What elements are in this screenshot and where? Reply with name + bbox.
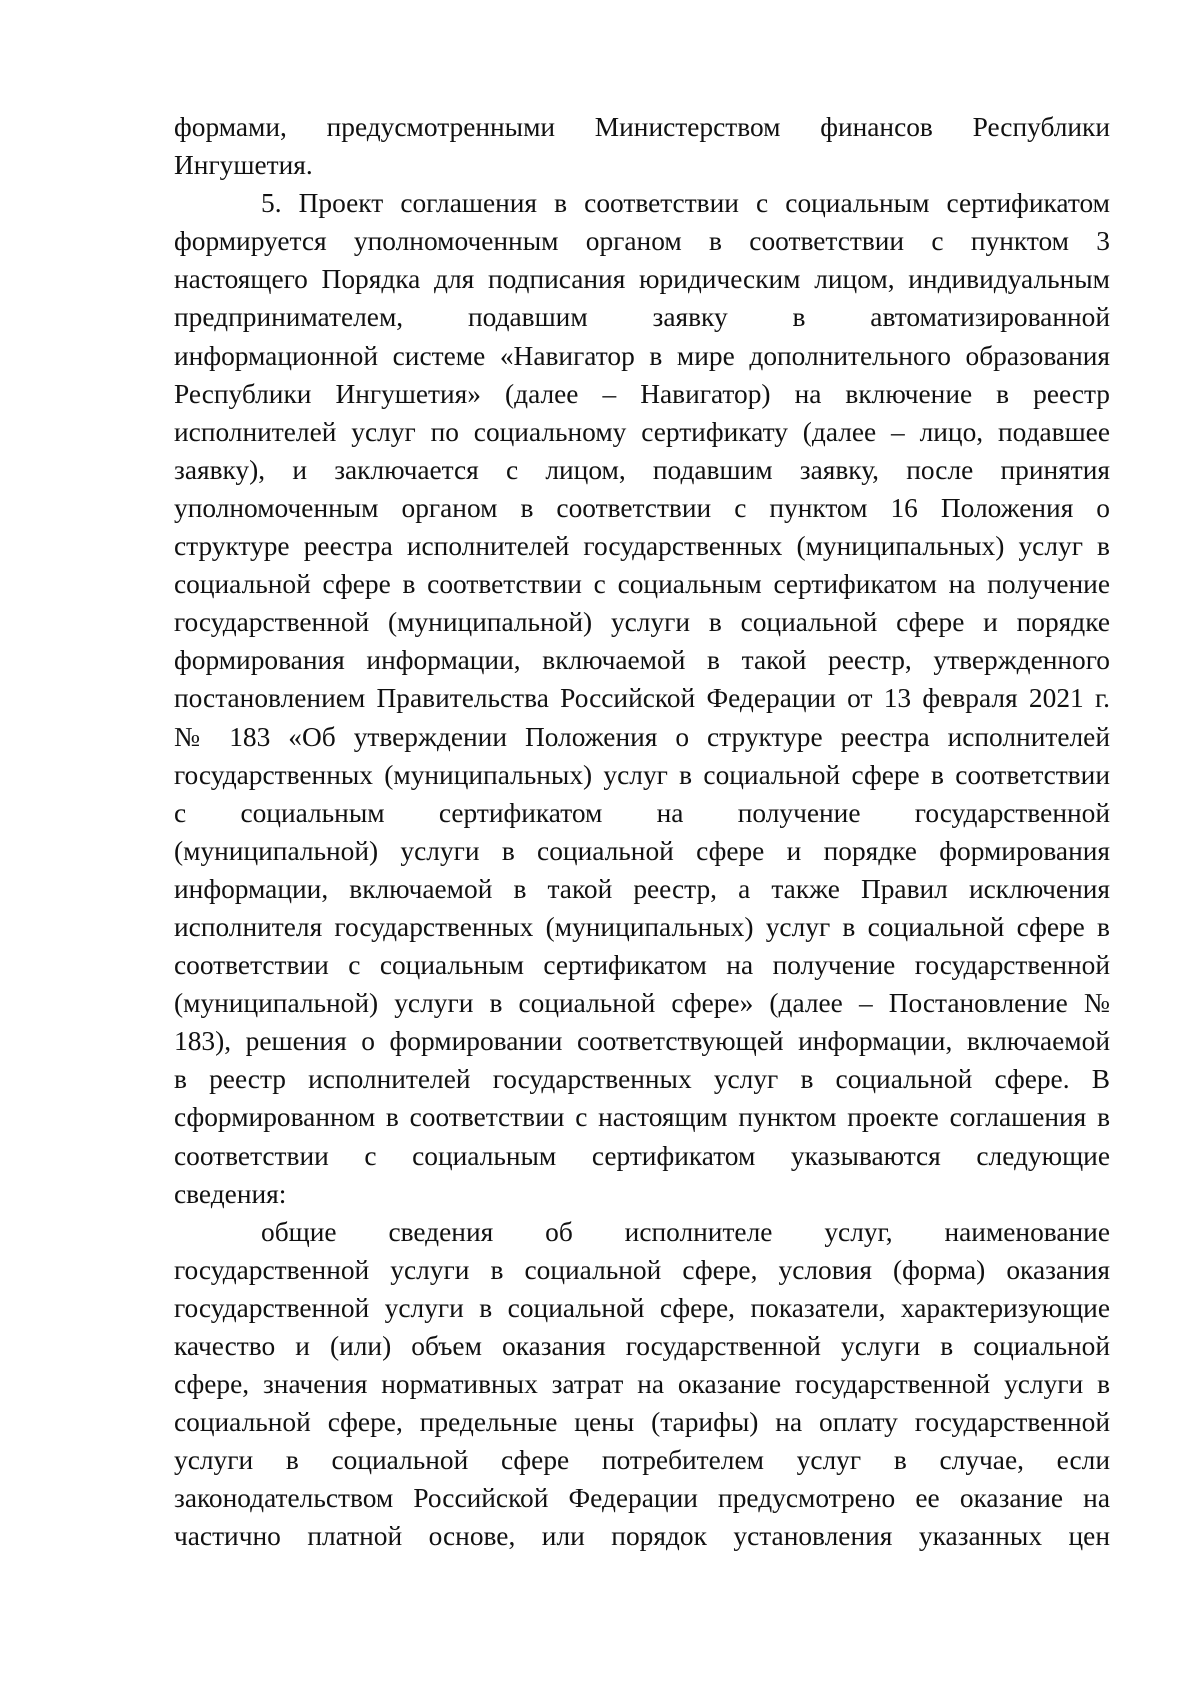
text-line: 183), решения о формировании соответствующей информации, включаемой xyxy=(174,1026,1110,1057)
text-line: настоящего Порядка для подписания юридическим лицом, индивидуальным xyxy=(174,264,1110,295)
text-line: сведения: xyxy=(174,1178,287,1209)
text-line: сфере, значения нормативных затрат на оказание государственной услуги в xyxy=(174,1369,1110,1400)
text-line: (муниципальной) услуги в социальной сфере» (далее – Постановление № xyxy=(174,988,1110,1019)
text-line: качество и (или) объем оказания государственной услуги в социальной xyxy=(174,1331,1110,1361)
text-line: предпринимателем, подавшим заявку в автоматизированной xyxy=(174,302,1110,333)
text-line: соответствии с социальным сертификатом на получение государственной xyxy=(174,950,1110,981)
text-line: социальной сфере, предельные цены (тарифы) на оплату государственной xyxy=(174,1407,1110,1438)
text-line: сформированном в соответствии с настоящим пунктом проекте соглашения в xyxy=(174,1102,1110,1133)
text-line: формируется уполномоченным органом в соответствии с пунктом 3 xyxy=(174,226,1110,257)
text-line: № 183 «Об утверждении Положения о структуре реестра исполнителей xyxy=(174,721,1110,752)
document-body xyxy=(174,108,1110,1556)
text-line: государственной услуги в социальной сфере, показатели, характеризующие xyxy=(174,1292,1110,1323)
text-line: 5. Проект соглашения в соответствии с социальным сертификатом xyxy=(261,188,1110,219)
text-line: в реестр исполнителей государственных услуг в социальной сфере. В xyxy=(174,1064,1110,1095)
text-line: формами, предусмотренными Министерством финансов Республики xyxy=(174,112,1110,142)
text-line: информации, включаемой в такой реестр, а также Правил исключения xyxy=(174,873,1110,904)
text-line: Ингушетия. xyxy=(174,150,313,181)
text-line: общие сведения об исполнителе услуг, наименование xyxy=(261,1216,1110,1247)
text-line: законодательством Российской Федерации предусмотрено ее оказание на xyxy=(174,1483,1110,1514)
text-line: государственных (муниципальных) услуг в социальной сфере в соответствии xyxy=(174,759,1110,790)
text-line: частично платной основе, или порядок установления указанных цен xyxy=(174,1521,1110,1552)
text-line: Республики Ингушетия» (далее – Навигатор) на включение в реестр xyxy=(174,378,1110,409)
text-line: формирования информации, включаемой в такой реестр, утвержденного xyxy=(174,645,1110,676)
text-line: социальной сфере в соответствии с социальным сертификатом на получение xyxy=(174,569,1110,600)
text-line: государственной (муниципальной) услуги в социальной сфере и порядке xyxy=(174,607,1110,638)
text-line: услуги в социальной сфере потребителем услуг в случае, если xyxy=(174,1445,1110,1476)
text-line: структуре реестра исполнителей государственных (муниципальных) услуг в xyxy=(174,531,1110,562)
text-line: исполнителей услуг по социальному сертификату (далее – лицо, подавшее xyxy=(174,416,1110,447)
text-line: с социальным сертификатом на получение государственной xyxy=(174,797,1110,828)
text-line: соответствии с социальным сертификатом указываются следующие xyxy=(174,1140,1110,1171)
text-line: заявку), и заключается с лицом, подавшим заявку, после принятия xyxy=(174,454,1110,485)
text-line: уполномоченным органом в соответствии с пунктом 16 Положения о xyxy=(174,492,1110,523)
text-line: исполнителя государственных (муниципальных) услуг в социальной сфере в xyxy=(174,911,1110,942)
text-line: постановлением Правительства Российской Федерации от 13 февраля 2021 г. xyxy=(174,683,1110,714)
text-line: информационной системе «Навигатор в мире дополнительного образования xyxy=(174,340,1110,371)
text-line: (муниципальной) услуги в социальной сфере и порядке формирования xyxy=(174,835,1110,866)
text-line: государственной услуги в социальной сфере, условия (форма) оказания xyxy=(174,1254,1110,1285)
